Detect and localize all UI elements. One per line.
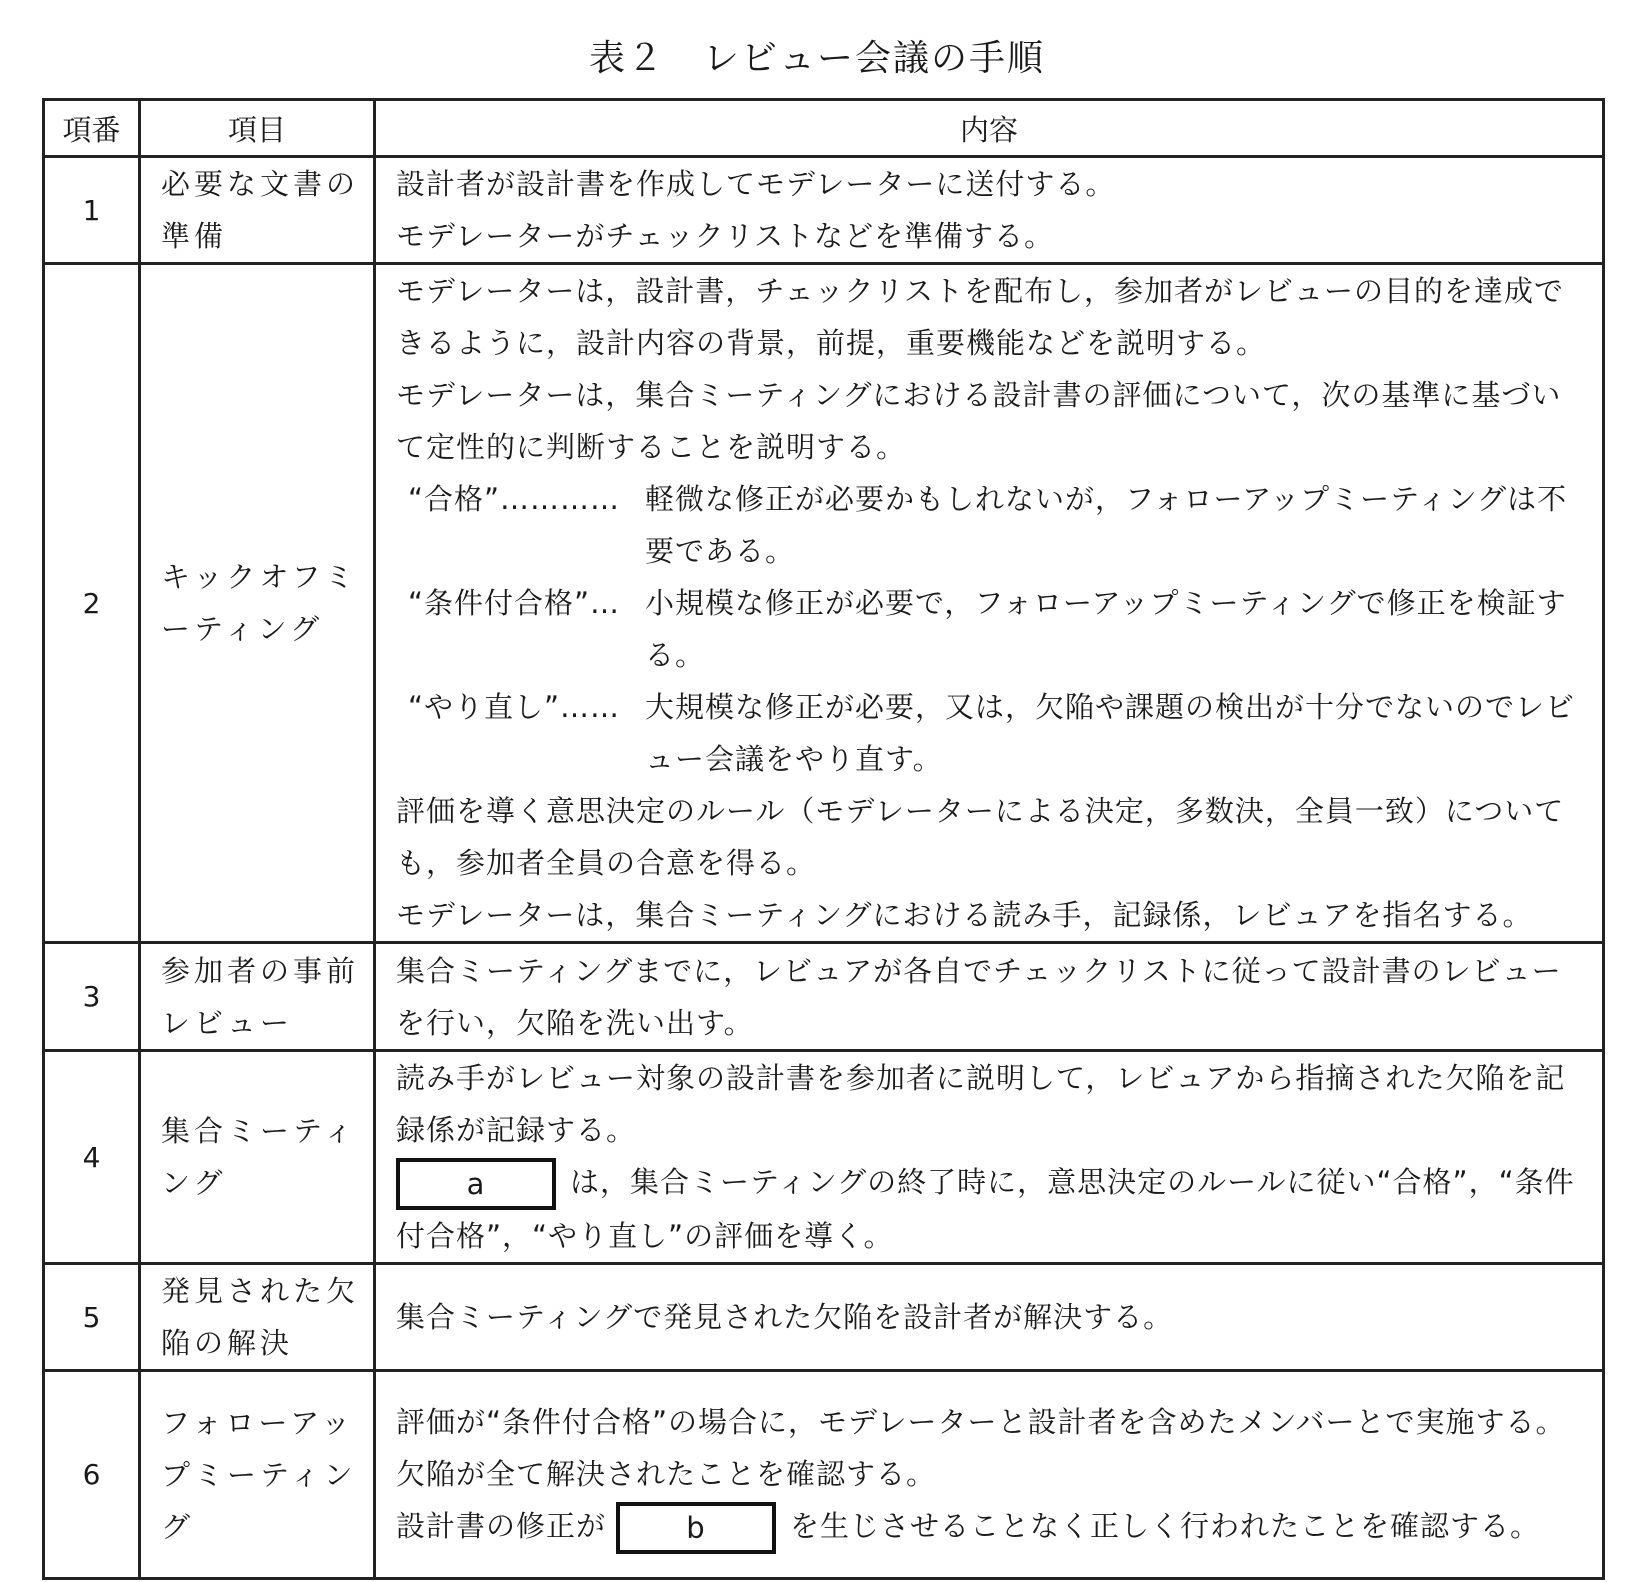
content-line: モデレーターがチェックリストなどを準備する。 bbox=[396, 219, 1054, 253]
content-line: モデレーターは，集合ミーティングにおける設計書の評価について，次の基準に基づいて定性的に判断することを説明する。 bbox=[396, 378, 1562, 464]
row-number: 6 bbox=[44, 1371, 140, 1579]
content-line: 設計者が設計書を作成してモデレーターに送付する。 bbox=[396, 167, 1116, 201]
table-row bbox=[44, 157, 1604, 264]
row-number: 4 bbox=[44, 1051, 140, 1264]
criterion-key: “合格”………… bbox=[408, 482, 621, 516]
content-line: モデレーターは，設計書，チェックリストを配布し，参加者がレビューの目的を達成できるように，設計内容の背景，前提，重要機能などを説明する。 bbox=[396, 274, 1564, 360]
criterion-key: “やり直し”…… bbox=[408, 690, 621, 724]
content-line: 評価を導く意思決定のルール（モデレーターによる決定，多数決，全員一致）についても，参加者全員の合意を得る。 bbox=[396, 794, 1565, 880]
row-item: 集合ミーティング bbox=[140, 1051, 375, 1264]
row-number: 3 bbox=[44, 943, 140, 1051]
row-content bbox=[375, 1371, 1604, 1579]
header-row bbox=[44, 100, 1604, 157]
row-number: 2 bbox=[44, 264, 140, 943]
review-procedure-table bbox=[42, 98, 1605, 1580]
header-content: 内容 bbox=[375, 100, 1604, 157]
content-line bbox=[396, 1156, 1586, 1262]
content-line bbox=[396, 1500, 1586, 1554]
row-number: 5 bbox=[44, 1264, 140, 1371]
table-row bbox=[44, 943, 1604, 1051]
row-content bbox=[375, 943, 1604, 1051]
content-line: モデレーターは，集合ミーティングにおける読み手，記録係，レビュアを指名する。 bbox=[396, 898, 1533, 932]
content-line: 評価が“条件付合格”の場合に，モデレーターと設計者を含めたメンバーとで実施する。 bbox=[396, 1404, 1566, 1439]
criterion-redo bbox=[396, 681, 1586, 785]
row-content bbox=[375, 264, 1604, 943]
blank-leading-text: 設計書の修正が bbox=[396, 1508, 607, 1543]
blank-trailing-text: は，集合ミーティングの終了時に，意思決定のルールに従い“合格”，“条件付合格”，“やり直し”の評価を導く。 bbox=[396, 1165, 1575, 1253]
table-title: 表２ レビュー会議の手順 bbox=[588, 38, 1045, 79]
criterion-conditional bbox=[396, 577, 1586, 681]
header-item: 項目 bbox=[140, 100, 375, 157]
criterion-desc: 小規模な修正が必要で，フォローアップミーティングで修正を検証する。 bbox=[645, 586, 1567, 672]
content-line: 欠陥が全て解決されたことを確認する。 bbox=[396, 1456, 937, 1491]
table-row bbox=[44, 1264, 1604, 1371]
content-line: 集合ミーティングまでに，レビュアが各自でチェックリストに従って設計書のレビューを行い，欠陥を洗い出す。 bbox=[396, 953, 1562, 1040]
row-item: 参加者の事前レビュー bbox=[140, 943, 375, 1051]
criterion-pass bbox=[396, 473, 1586, 577]
criterion-key: “条件付合格”… bbox=[408, 586, 621, 620]
row-number: 1 bbox=[44, 157, 140, 264]
row-item: 必要な文書の準備 bbox=[140, 157, 375, 264]
row-item: 発見された欠陥の解決 bbox=[140, 1264, 375, 1371]
table-row bbox=[44, 1371, 1604, 1579]
blank-trailing-text: を生じさせることなく正しく行われたことを確認する。 bbox=[790, 1508, 1541, 1543]
content-line: 読み手がレビュー対象の設計書を参加者に説明して，レビュアから指摘された欠陥を記録係が記録する。 bbox=[396, 1061, 1566, 1147]
criterion-desc: 軽微な修正が必要かもしれないが，フォローアップミーティングは不要である。 bbox=[645, 482, 1568, 568]
blank-box-a: a bbox=[396, 1158, 556, 1210]
table-row bbox=[44, 264, 1604, 943]
row-item: フォローアップミーティング bbox=[140, 1371, 375, 1579]
row-content bbox=[375, 157, 1604, 264]
blank-box-b: b bbox=[616, 1502, 776, 1554]
content-line: 集合ミーティングで発見された欠陥を設計者が解決する。 bbox=[396, 1300, 1174, 1334]
row-item: キックオフミーティング bbox=[140, 264, 375, 943]
row-content bbox=[375, 1264, 1604, 1371]
header-no: 項番 bbox=[44, 100, 140, 157]
row-content bbox=[375, 1051, 1604, 1264]
table-row bbox=[44, 1051, 1604, 1264]
criterion-desc: 大規模な修正が必要，又は，欠陥や課題の検出が十分でないのでレビュー会議をやり直す。 bbox=[645, 690, 1576, 776]
